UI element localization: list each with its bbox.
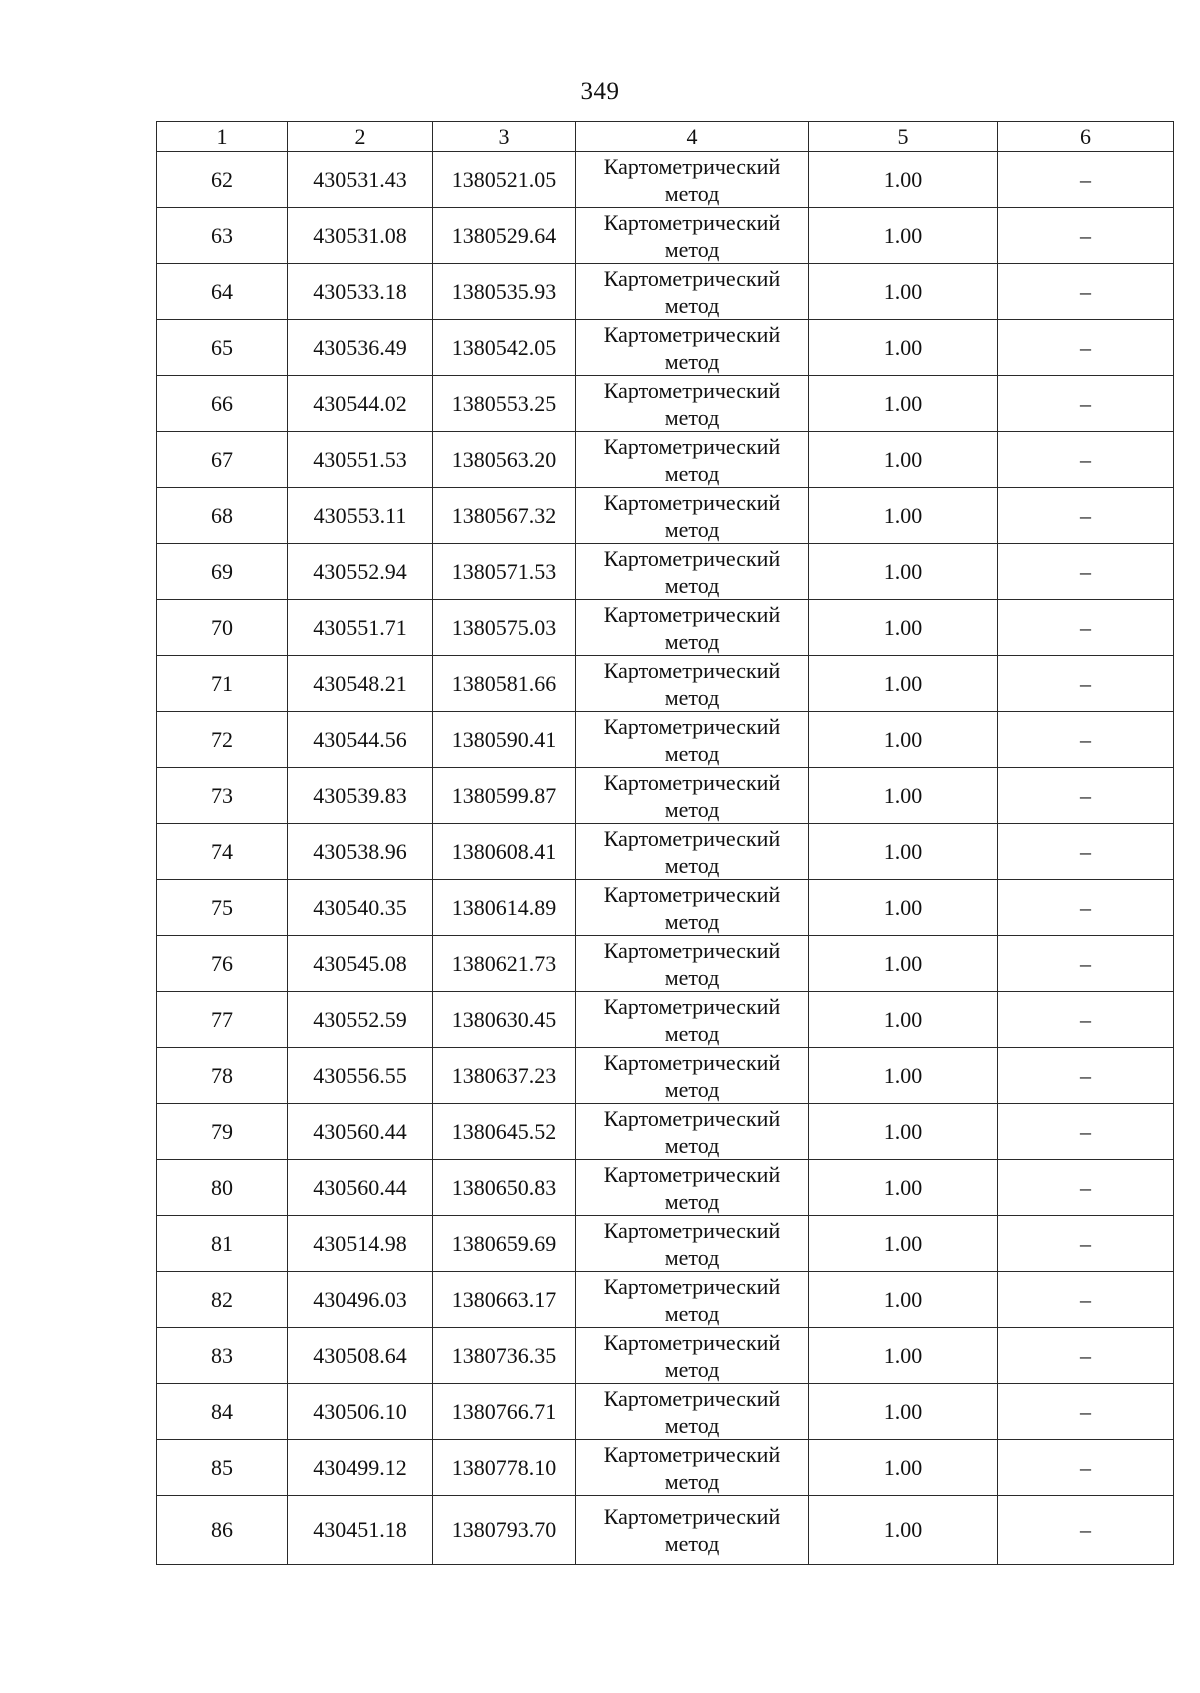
method-line-2: метод	[664, 180, 720, 206]
method-cell	[576, 712, 809, 768]
method-line-1: Картометрический	[603, 937, 781, 963]
accuracy-cell: 1.00	[809, 992, 998, 1048]
accuracy-cell: 1.00	[809, 712, 998, 768]
point-number-cell: 78	[157, 1048, 288, 1104]
method-cell	[576, 432, 809, 488]
method-cell	[576, 320, 809, 376]
point-number-cell: 80	[157, 1160, 288, 1216]
x-coordinate-cell: 430552.94	[288, 544, 433, 600]
note-cell: –	[998, 1328, 1174, 1384]
note-cell: –	[998, 768, 1174, 824]
accuracy-cell: 1.00	[809, 376, 998, 432]
table-row	[157, 824, 1174, 880]
note-cell: –	[998, 1160, 1174, 1216]
y-coordinate-cell: 1380637.23	[433, 1048, 576, 1104]
method-line-2: метод	[664, 1531, 720, 1556]
method-line-1: Картометрический	[603, 489, 781, 515]
method-line-2: метод	[664, 1356, 720, 1382]
point-number-cell: 63	[157, 208, 288, 264]
x-coordinate-cell: 430556.55	[288, 1048, 433, 1104]
method-line-1: Картометрический	[603, 1105, 781, 1131]
table-row	[157, 208, 1174, 264]
table-row	[157, 600, 1174, 656]
method-line-1: Картометрический	[603, 1329, 781, 1355]
method-line-1: Картометрический	[603, 825, 781, 851]
note-cell: –	[998, 376, 1174, 432]
y-coordinate-cell: 1380535.93	[433, 264, 576, 320]
point-number-cell: 67	[157, 432, 288, 488]
method-cell	[576, 1496, 809, 1565]
y-coordinate-cell: 1380563.20	[433, 432, 576, 488]
method-line-1: Картометрический	[603, 377, 781, 403]
method-cell	[576, 1104, 809, 1160]
accuracy-cell: 1.00	[809, 880, 998, 936]
accuracy-cell: 1.00	[809, 1328, 998, 1384]
method-line-1: Картометрический	[603, 321, 781, 347]
note-cell: –	[998, 936, 1174, 992]
point-number-cell: 79	[157, 1104, 288, 1160]
method-line-1: Картометрический	[603, 657, 781, 683]
point-number-cell: 69	[157, 544, 288, 600]
accuracy-cell: 1.00	[809, 544, 998, 600]
point-number-cell: 74	[157, 824, 288, 880]
method-cell	[576, 992, 809, 1048]
y-coordinate-cell: 1380575.03	[433, 600, 576, 656]
table-row	[157, 1272, 1174, 1328]
x-coordinate-cell: 430548.21	[288, 656, 433, 712]
method-line-2: метод	[664, 852, 720, 878]
method-line-2: метод	[664, 1132, 720, 1158]
table-row	[157, 320, 1174, 376]
y-coordinate-cell: 1380614.89	[433, 880, 576, 936]
y-coordinate-cell: 1380542.05	[433, 320, 576, 376]
table-row	[157, 1216, 1174, 1272]
note-cell: –	[998, 432, 1174, 488]
method-cell	[576, 376, 809, 432]
method-line-1: Картометрический	[603, 1161, 781, 1187]
table-row	[157, 264, 1174, 320]
note-cell: –	[998, 656, 1174, 712]
column-header: 6	[998, 122, 1174, 152]
accuracy-cell: 1.00	[809, 152, 998, 208]
x-coordinate-cell: 430551.71	[288, 600, 433, 656]
method-line-2: метод	[664, 1300, 720, 1326]
x-coordinate-cell: 430544.56	[288, 712, 433, 768]
method-line-1: Картометрический	[603, 545, 781, 571]
table-row	[157, 768, 1174, 824]
accuracy-cell: 1.00	[809, 488, 998, 544]
method-cell	[576, 824, 809, 880]
table-row	[157, 880, 1174, 936]
table-row	[157, 1160, 1174, 1216]
x-coordinate-cell: 430536.49	[288, 320, 433, 376]
note-cell: –	[998, 992, 1174, 1048]
y-coordinate-cell: 1380766.71	[433, 1384, 576, 1440]
method-line-1: Картометрический	[603, 1385, 781, 1411]
y-coordinate-cell: 1380621.73	[433, 936, 576, 992]
method-line-2: метод	[664, 1468, 720, 1494]
x-coordinate-cell: 430560.44	[288, 1104, 433, 1160]
method-line-2: метод	[664, 1020, 720, 1046]
page-number: 349	[580, 78, 620, 105]
method-line-2: метод	[664, 964, 720, 990]
point-number-cell: 76	[157, 936, 288, 992]
point-number-cell: 66	[157, 376, 288, 432]
note-cell: –	[998, 600, 1174, 656]
table-row	[157, 488, 1174, 544]
method-line-1: Картометрический	[603, 1273, 781, 1299]
method-line-2: метод	[664, 628, 720, 654]
table-row	[157, 712, 1174, 768]
note-cell: –	[998, 1384, 1174, 1440]
accuracy-cell: 1.00	[809, 432, 998, 488]
method-line-1: Картометрический	[603, 265, 781, 291]
method-line-1: Картометрический	[603, 993, 781, 1019]
x-coordinate-cell: 430508.64	[288, 1328, 433, 1384]
y-coordinate-cell: 1380645.52	[433, 1104, 576, 1160]
accuracy-cell: 1.00	[809, 824, 998, 880]
method-line-2: метод	[664, 1412, 720, 1438]
point-number-cell: 75	[157, 880, 288, 936]
accuracy-cell: 1.00	[809, 1048, 998, 1104]
method-line-1: Картометрический	[603, 1441, 781, 1467]
accuracy-cell: 1.00	[809, 936, 998, 992]
y-coordinate-cell: 1380630.45	[433, 992, 576, 1048]
note-cell: –	[998, 880, 1174, 936]
method-line-1: Картометрический	[603, 769, 781, 795]
accuracy-cell: 1.00	[809, 1384, 998, 1440]
method-cell	[576, 936, 809, 992]
y-coordinate-cell: 1380608.41	[433, 824, 576, 880]
x-coordinate-cell: 430514.98	[288, 1216, 433, 1272]
point-number-cell: 84	[157, 1384, 288, 1440]
method-line-2: метод	[664, 236, 720, 262]
point-number-cell: 65	[157, 320, 288, 376]
note-cell: –	[998, 544, 1174, 600]
method-cell	[576, 1440, 809, 1496]
accuracy-cell: 1.00	[809, 1496, 998, 1565]
accuracy-cell: 1.00	[809, 600, 998, 656]
method-line-1: Картометрический	[603, 713, 781, 739]
accuracy-cell: 1.00	[809, 208, 998, 264]
method-cell	[576, 1384, 809, 1440]
method-line-2: метод	[664, 348, 720, 374]
y-coordinate-cell: 1380571.53	[433, 544, 576, 600]
x-coordinate-cell: 430531.08	[288, 208, 433, 264]
method-cell	[576, 768, 809, 824]
method-line-2: метод	[664, 572, 720, 598]
accuracy-cell: 1.00	[809, 320, 998, 376]
method-line-2: метод	[664, 684, 720, 710]
method-cell	[576, 544, 809, 600]
x-coordinate-cell: 430506.10	[288, 1384, 433, 1440]
note-cell: –	[998, 488, 1174, 544]
table-row	[157, 1104, 1174, 1160]
note-cell: –	[998, 1496, 1174, 1565]
note-cell: –	[998, 1440, 1174, 1496]
table-row	[157, 376, 1174, 432]
coordinates-table	[156, 121, 1174, 1565]
y-coordinate-cell: 1380599.87	[433, 768, 576, 824]
accuracy-cell: 1.00	[809, 1272, 998, 1328]
accuracy-cell: 1.00	[809, 1160, 998, 1216]
point-number-cell: 83	[157, 1328, 288, 1384]
x-coordinate-cell: 430540.35	[288, 880, 433, 936]
method-cell	[576, 1216, 809, 1272]
note-cell: –	[998, 264, 1174, 320]
method-cell	[576, 1048, 809, 1104]
table-row	[157, 656, 1174, 712]
table-row	[157, 544, 1174, 600]
x-coordinate-cell: 430533.18	[288, 264, 433, 320]
x-coordinate-cell: 430538.96	[288, 824, 433, 880]
method-cell	[576, 656, 809, 712]
y-coordinate-cell: 1380793.70	[433, 1496, 576, 1565]
y-coordinate-cell: 1380736.35	[433, 1328, 576, 1384]
method-line-1: Картометрический	[603, 601, 781, 627]
x-coordinate-cell: 430499.12	[288, 1440, 433, 1496]
method-line-2: метод	[664, 1188, 720, 1214]
method-cell	[576, 208, 809, 264]
column-header: 2	[288, 122, 433, 152]
table-row	[157, 152, 1174, 208]
column-header: 1	[157, 122, 288, 152]
point-number-cell: 64	[157, 264, 288, 320]
table-header-row	[157, 122, 1174, 152]
x-coordinate-cell: 430539.83	[288, 768, 433, 824]
method-cell	[576, 152, 809, 208]
note-cell: –	[998, 824, 1174, 880]
x-coordinate-cell: 430496.03	[288, 1272, 433, 1328]
point-number-cell: 62	[157, 152, 288, 208]
method-line-1: Картометрический	[603, 433, 781, 459]
x-coordinate-cell: 430531.43	[288, 152, 433, 208]
x-coordinate-cell: 430551.53	[288, 432, 433, 488]
y-coordinate-cell: 1380659.69	[433, 1216, 576, 1272]
accuracy-cell: 1.00	[809, 656, 998, 712]
method-cell	[576, 1160, 809, 1216]
point-number-cell: 82	[157, 1272, 288, 1328]
point-number-cell: 77	[157, 992, 288, 1048]
table-row	[157, 432, 1174, 488]
table-row	[157, 1048, 1174, 1104]
point-number-cell: 68	[157, 488, 288, 544]
note-cell: –	[998, 320, 1174, 376]
table-row	[157, 1440, 1174, 1496]
method-line-1: Картометрический	[603, 881, 781, 907]
accuracy-cell: 1.00	[809, 1104, 998, 1160]
note-cell: –	[998, 1272, 1174, 1328]
accuracy-cell: 1.00	[809, 768, 998, 824]
table-row	[157, 1384, 1174, 1440]
method-cell	[576, 880, 809, 936]
y-coordinate-cell: 1380553.25	[433, 376, 576, 432]
y-coordinate-cell: 1380778.10	[433, 1440, 576, 1496]
point-number-cell: 85	[157, 1440, 288, 1496]
method-line-1: Картометрический	[603, 209, 781, 235]
note-cell: –	[998, 208, 1174, 264]
y-coordinate-cell: 1380590.41	[433, 712, 576, 768]
point-number-cell: 71	[157, 656, 288, 712]
x-coordinate-cell: 430544.02	[288, 376, 433, 432]
point-number-cell: 86	[157, 1496, 288, 1565]
method-line-2: метод	[664, 516, 720, 542]
accuracy-cell: 1.00	[809, 264, 998, 320]
method-line-1: Картометрический	[603, 1504, 781, 1529]
method-line-2: метод	[664, 796, 720, 822]
method-cell	[576, 264, 809, 320]
point-number-cell: 73	[157, 768, 288, 824]
point-number-cell: 70	[157, 600, 288, 656]
method-line-2: метод	[664, 908, 720, 934]
method-line-2: метод	[664, 1076, 720, 1102]
y-coordinate-cell: 1380529.64	[433, 208, 576, 264]
x-coordinate-cell: 430451.18	[288, 1496, 433, 1565]
point-number-cell: 81	[157, 1216, 288, 1272]
x-coordinate-cell: 430560.44	[288, 1160, 433, 1216]
note-cell: –	[998, 1104, 1174, 1160]
method-line-2: метод	[664, 404, 720, 430]
accuracy-cell: 1.00	[809, 1440, 998, 1496]
point-number-cell: 72	[157, 712, 288, 768]
method-line-2: метод	[664, 740, 720, 766]
column-header: 3	[433, 122, 576, 152]
method-line-2: метод	[664, 460, 720, 486]
y-coordinate-cell: 1380567.32	[433, 488, 576, 544]
method-cell	[576, 1328, 809, 1384]
method-line-1: Картометрический	[603, 153, 781, 179]
table-row	[157, 1328, 1174, 1384]
table-row	[157, 1496, 1174, 1565]
method-cell	[576, 1272, 809, 1328]
note-cell: –	[998, 712, 1174, 768]
note-cell: –	[998, 1216, 1174, 1272]
table-row	[157, 992, 1174, 1048]
x-coordinate-cell: 430553.11	[288, 488, 433, 544]
method-cell	[576, 600, 809, 656]
table-row	[157, 936, 1174, 992]
y-coordinate-cell: 1380521.05	[433, 152, 576, 208]
y-coordinate-cell: 1380650.83	[433, 1160, 576, 1216]
method-line-2: метод	[664, 292, 720, 318]
x-coordinate-cell: 430545.08	[288, 936, 433, 992]
note-cell: –	[998, 1048, 1174, 1104]
y-coordinate-cell: 1380581.66	[433, 656, 576, 712]
method-line-1: Картометрический	[603, 1217, 781, 1243]
accuracy-cell: 1.00	[809, 1216, 998, 1272]
method-cell	[576, 488, 809, 544]
x-coordinate-cell: 430552.59	[288, 992, 433, 1048]
column-header: 4	[576, 122, 809, 152]
column-header: 5	[809, 122, 998, 152]
method-line-2: метод	[664, 1244, 720, 1270]
y-coordinate-cell: 1380663.17	[433, 1272, 576, 1328]
note-cell: –	[998, 152, 1174, 208]
method-line-1: Картометрический	[603, 1049, 781, 1075]
